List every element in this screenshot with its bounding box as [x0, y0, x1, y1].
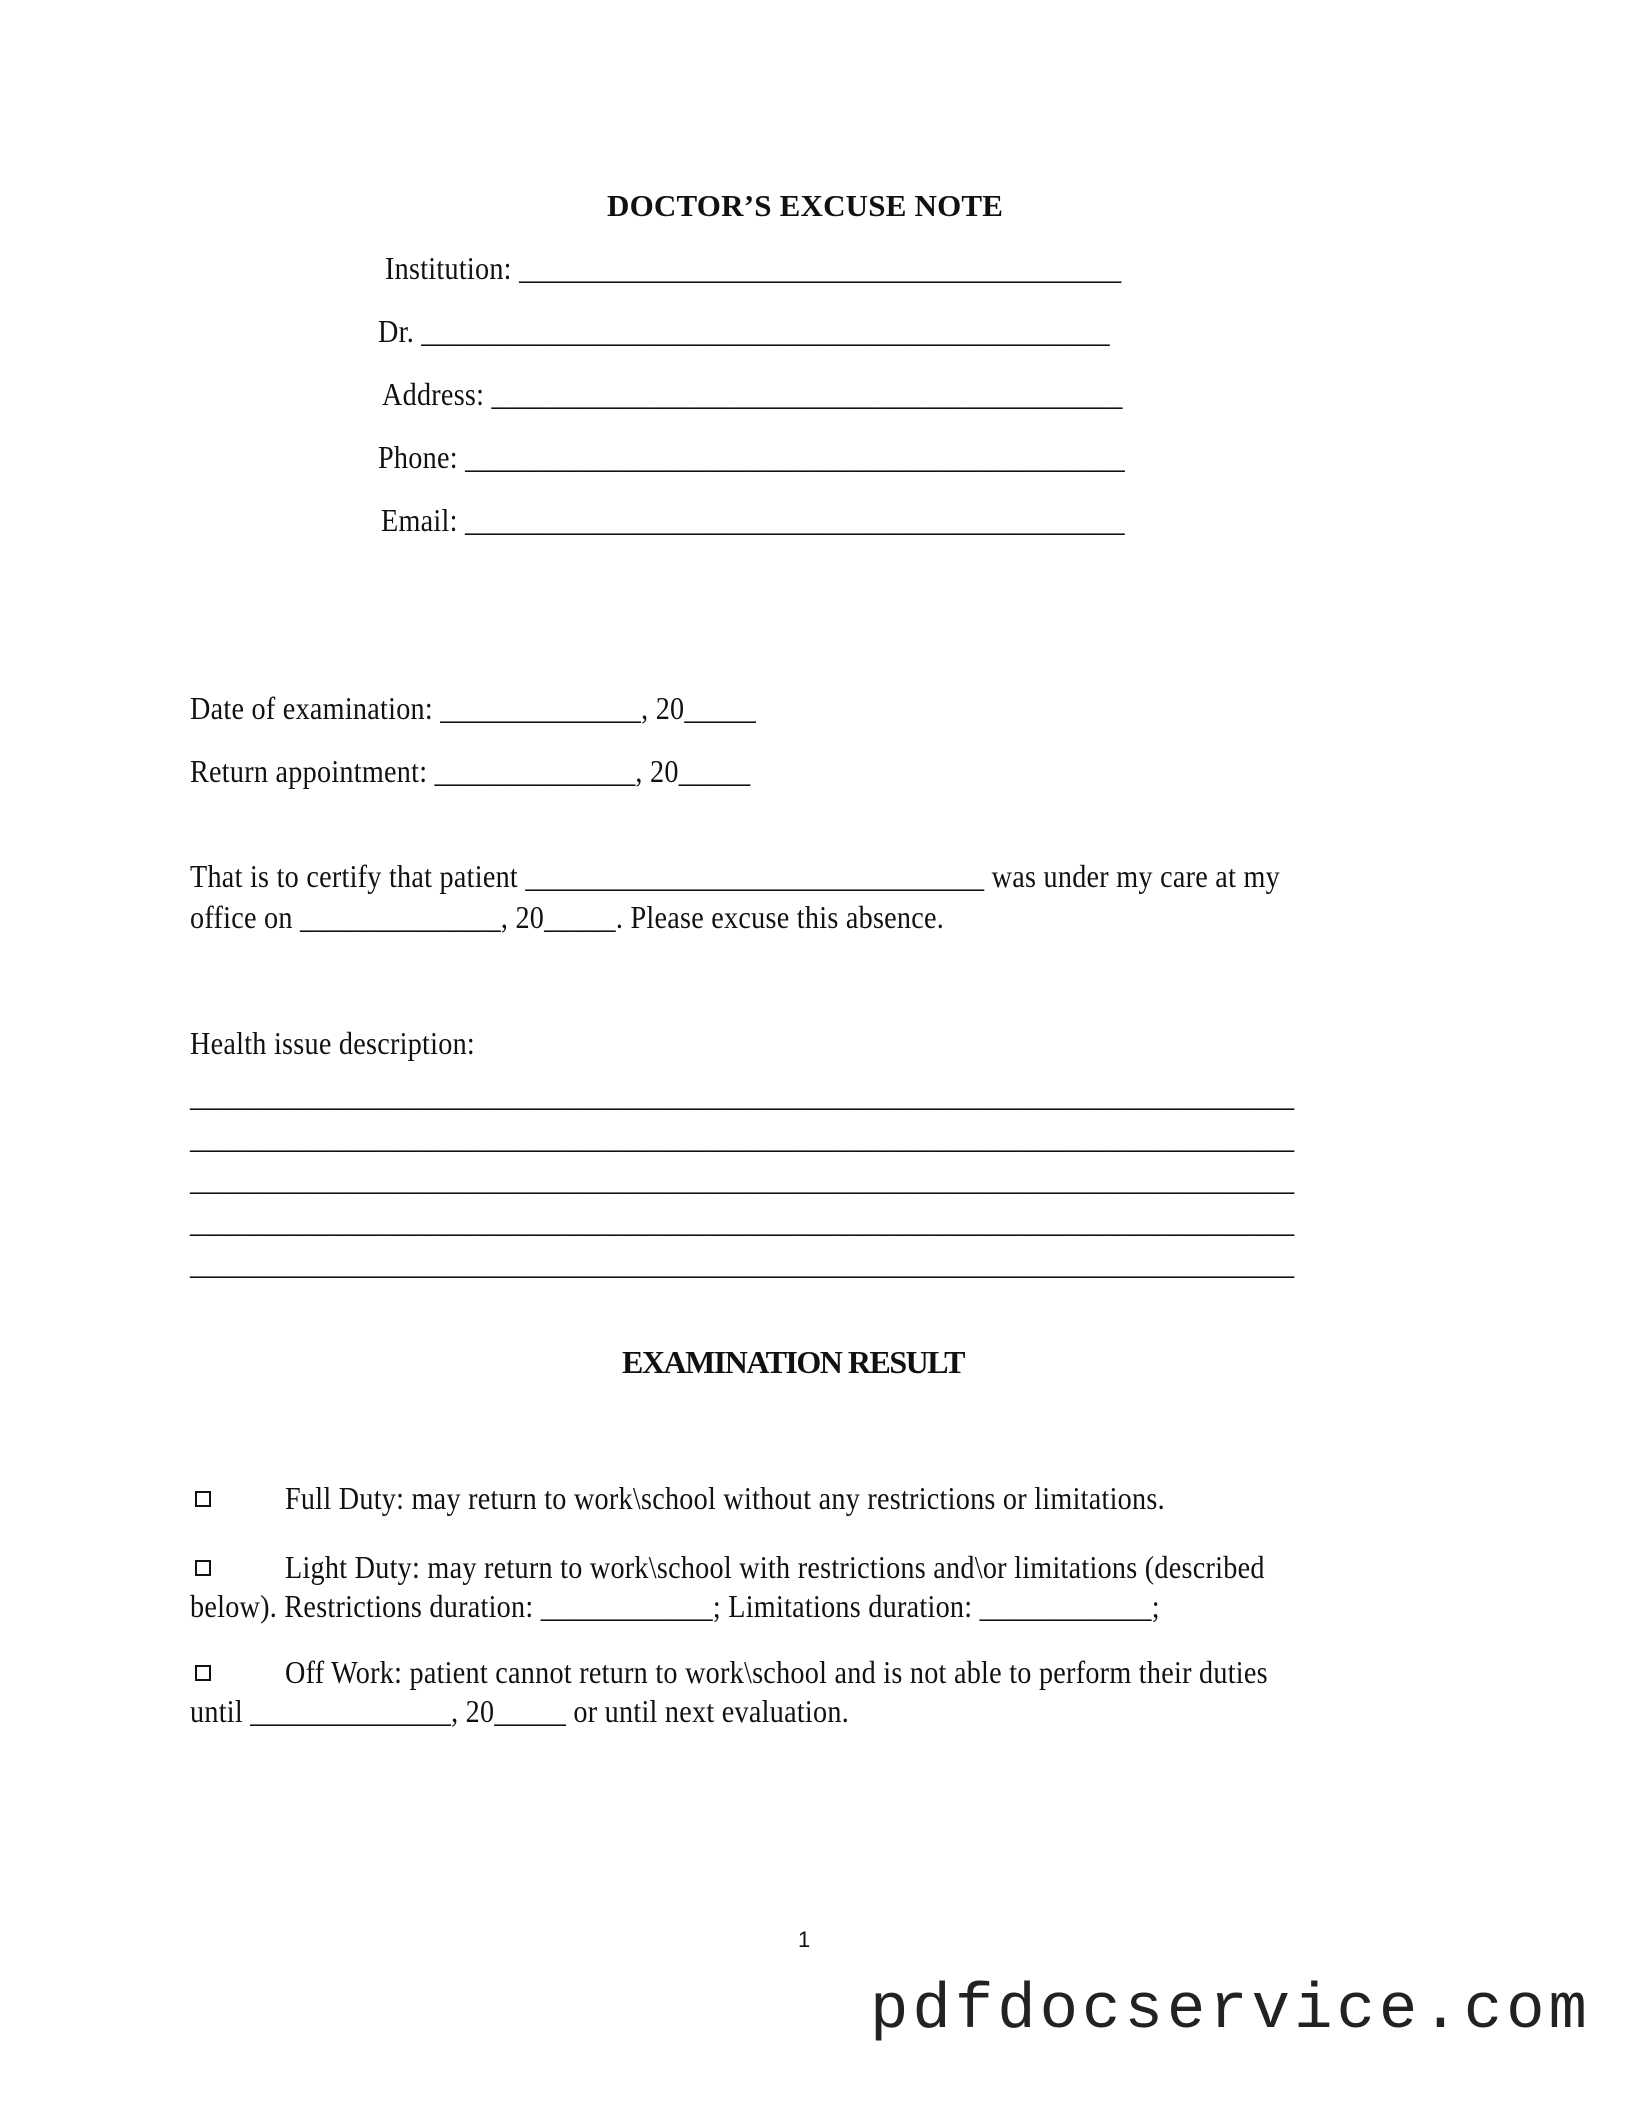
light-duty-text-line-1: Light Duty: may return to work\school with restrictions and\or limitations (described	[285, 1549, 1265, 1585]
health-issue-line[interactable]: _____________________________________________________________________________	[190, 1161, 1295, 1197]
health-issue-label: Health issue description:	[190, 1025, 476, 1061]
institution-field[interactable]: Institution: __________________________________________	[385, 250, 1122, 286]
light-duty-checkbox[interactable]	[195, 1560, 211, 1576]
full-duty-text: Full Duty: may return to work\school without any restrictions or limitations.	[285, 1480, 1165, 1516]
certification-line-2[interactable]: office on ______________, 20_____. Please excuse this absence.	[190, 899, 945, 935]
doctor-field[interactable]: Dr. ________________________________________________	[378, 313, 1110, 349]
full-duty-checkbox[interactable]	[195, 1491, 211, 1507]
light-duty-text-line-2[interactable]: below). Restrictions duration: ____________; Limitations duration: ____________;	[190, 1588, 1160, 1624]
watermark-text: pdfdocservice.com	[870, 1975, 1591, 2047]
phone-field[interactable]: Phone: ______________________________________________	[378, 439, 1125, 475]
certification-line-1[interactable]: That is to certify that patient ________________________________ was under my care at my	[190, 858, 1280, 894]
address-field[interactable]: Address: ____________________________________________	[382, 376, 1123, 412]
email-field[interactable]: Email: ______________________________________________	[381, 502, 1125, 538]
health-issue-line[interactable]: _____________________________________________________________________________	[190, 1077, 1295, 1113]
document-title: DOCTOR’S EXCUSE NOTE	[607, 188, 1004, 223]
health-issue-line[interactable]: _____________________________________________________________________________	[190, 1245, 1295, 1281]
examination-result-title: EXAMINATION RESULT	[622, 1344, 964, 1380]
health-issue-line[interactable]: _____________________________________________________________________________	[190, 1119, 1295, 1155]
off-work-text-line-1: Off Work: patient cannot return to work\school and is not able to perform their duties	[285, 1654, 1268, 1690]
page-number: 1	[798, 1927, 811, 1952]
return-appointment-field[interactable]: Return appointment: ______________, 20_____	[190, 753, 751, 789]
off-work-text-line-2[interactable]: until ______________, 20_____ or until next evaluation.	[190, 1693, 850, 1729]
date-of-examination-field[interactable]: Date of examination: ______________, 20_____	[190, 690, 757, 726]
health-issue-line[interactable]: _____________________________________________________________________________	[190, 1203, 1295, 1239]
off-work-checkbox[interactable]	[195, 1665, 211, 1681]
